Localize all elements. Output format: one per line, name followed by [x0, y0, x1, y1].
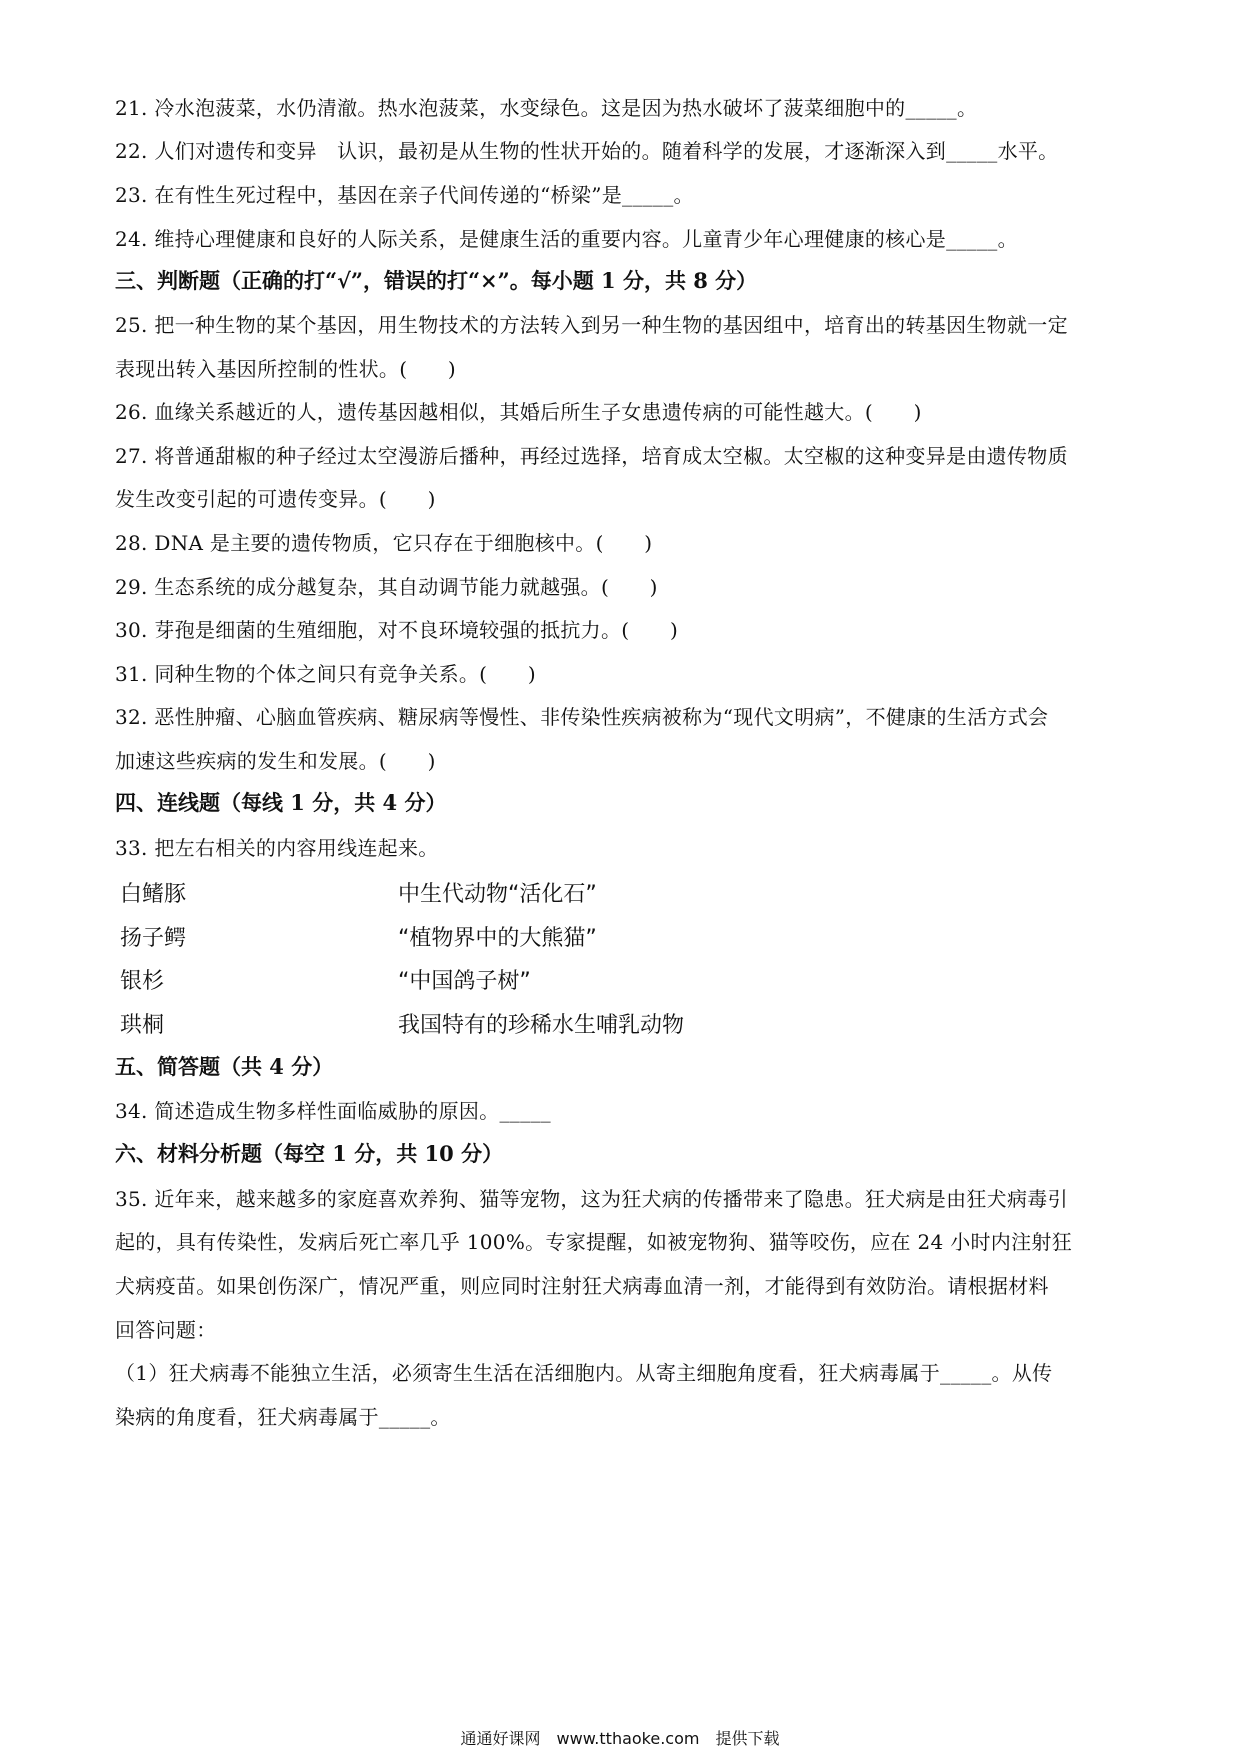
- section-heading-material-analysis: 六、材料分析题（每空 1 分，共 10 分）: [115, 1141, 504, 1166]
- match-right-item: “植物界中的大熊猫”: [398, 926, 597, 951]
- question-22: 22. 人们对遗传和变异 认识，最初是从生物的性状开始的。随着科学的发展，才逐渐深入到_____水平。: [115, 139, 1059, 163]
- question-35-line-3: 犬病疫苗。如果创伤深广，情况严重，则应同时注射狂犬病毒血清一剂，才能得到有效防治。请根据材料: [115, 1274, 1049, 1298]
- question-35-line-2: 起的，具有传染性，发病后死亡率几乎 100%。专家提醒，如被宠物狗、猫等咬伤，应在 24 小时内注射狂: [115, 1230, 1072, 1254]
- question-27-line-2: 发生改变引起的可遗传变异。( ): [115, 487, 436, 511]
- page-footer: 通通好课网 www.tthaoke.com 提供下载: [460, 1729, 780, 1748]
- section-heading-judgement: 三、判断题（正确的打“√”，错误的打“×”。每小题 1 分，共 8 分）: [115, 268, 758, 293]
- match-right-item: “中国鸽子树”: [398, 969, 531, 994]
- question-33: 33. 把左右相关的内容用线连起来。: [115, 836, 439, 860]
- question-30: 30. 芽孢是细菌的生殖细胞，对不良环境较强的抵抗力。( ): [115, 618, 679, 642]
- section-heading-matching: 四、连线题（每线 1 分，共 4 分）: [115, 790, 447, 815]
- match-right-item: 中生代动物“活化石”: [398, 882, 597, 907]
- question-24: 24. 维持心理健康和良好的人际关系，是健康生活的重要内容。儿童青少年心理健康的核心是_____。: [115, 227, 1018, 251]
- question-32-line-2: 加速这些疾病的发生和发展。( ): [115, 749, 436, 773]
- question-25-line-1: 25. 把一种生物的某个基因，用生物技术的方法转入到另一种生物的基因组中，培育出的转基因生物就一定: [115, 313, 1068, 337]
- match-left-item: 白鳍豚: [120, 882, 187, 907]
- question-21: 21. 冷水泡菠菜，水仍清澈。热水泡菠菜，水变绿色。这是因为热水破坏了菠菜细胞中的_____。: [115, 96, 978, 120]
- question-29: 29. 生态系统的成分越复杂，其自动调节能力就越强。( ): [115, 575, 658, 599]
- question-28: 28. DNA 是主要的遗传物质，它只存在于细胞核中。( ): [115, 531, 653, 555]
- match-left-item: 银杉: [120, 969, 165, 994]
- question-31: 31. 同种生物的个体之间只有竞争关系。( ): [115, 662, 536, 686]
- match-left-item: 扬子鳄: [120, 926, 187, 951]
- question-35-line-4: 回答问题：: [115, 1318, 217, 1342]
- question-23: 23. 在有性生死过程中，基因在亲子代间传递的“桥梁”是_____。: [115, 183, 694, 207]
- question-34: 34. 简述造成生物多样性面临威胁的原因。_____: [115, 1099, 551, 1123]
- question-27-line-1: 27. 将普通甜椒的种子经过太空漫游后播种，再经过选择，培育成太空椒。太空椒的这种变异是由遗传物质: [115, 444, 1068, 468]
- question-25-line-2: 表现出转入基因所控制的性状。( ): [115, 357, 457, 381]
- match-right-item: 我国特有的珍稀水生哺乳动物: [398, 1013, 685, 1038]
- question-35-sub1-line-1: （1）狂犬病毒不能独立生活，必须寄生生活在活细胞内。从寄主细胞角度看，狂犬病毒属于_____。从传: [115, 1361, 1053, 1385]
- question-26: 26. 血缘关系越近的人，遗传基因越相似，其婚后所生子女患遗传病的可能性越大。( ): [115, 400, 922, 424]
- match-left-item: 珙桐: [120, 1013, 165, 1038]
- section-heading-short-answer: 五、简答题（共 4 分）: [115, 1054, 334, 1079]
- question-35-sub1-line-2: 染病的角度看，狂犬病毒属于_____。: [115, 1405, 451, 1429]
- question-32-line-1: 32. 恶性肿瘤、心脑血管疾病、糖尿病等慢性、非传染性疾病被称为“现代文明病”，不健康的生活方式会: [115, 705, 1049, 729]
- question-35-line-1: 35. 近年来，越来越多的家庭喜欢养狗、猫等宠物，这为狂犬病的传播带来了隐患。狂犬病是由狂犬病毒引: [115, 1187, 1068, 1211]
